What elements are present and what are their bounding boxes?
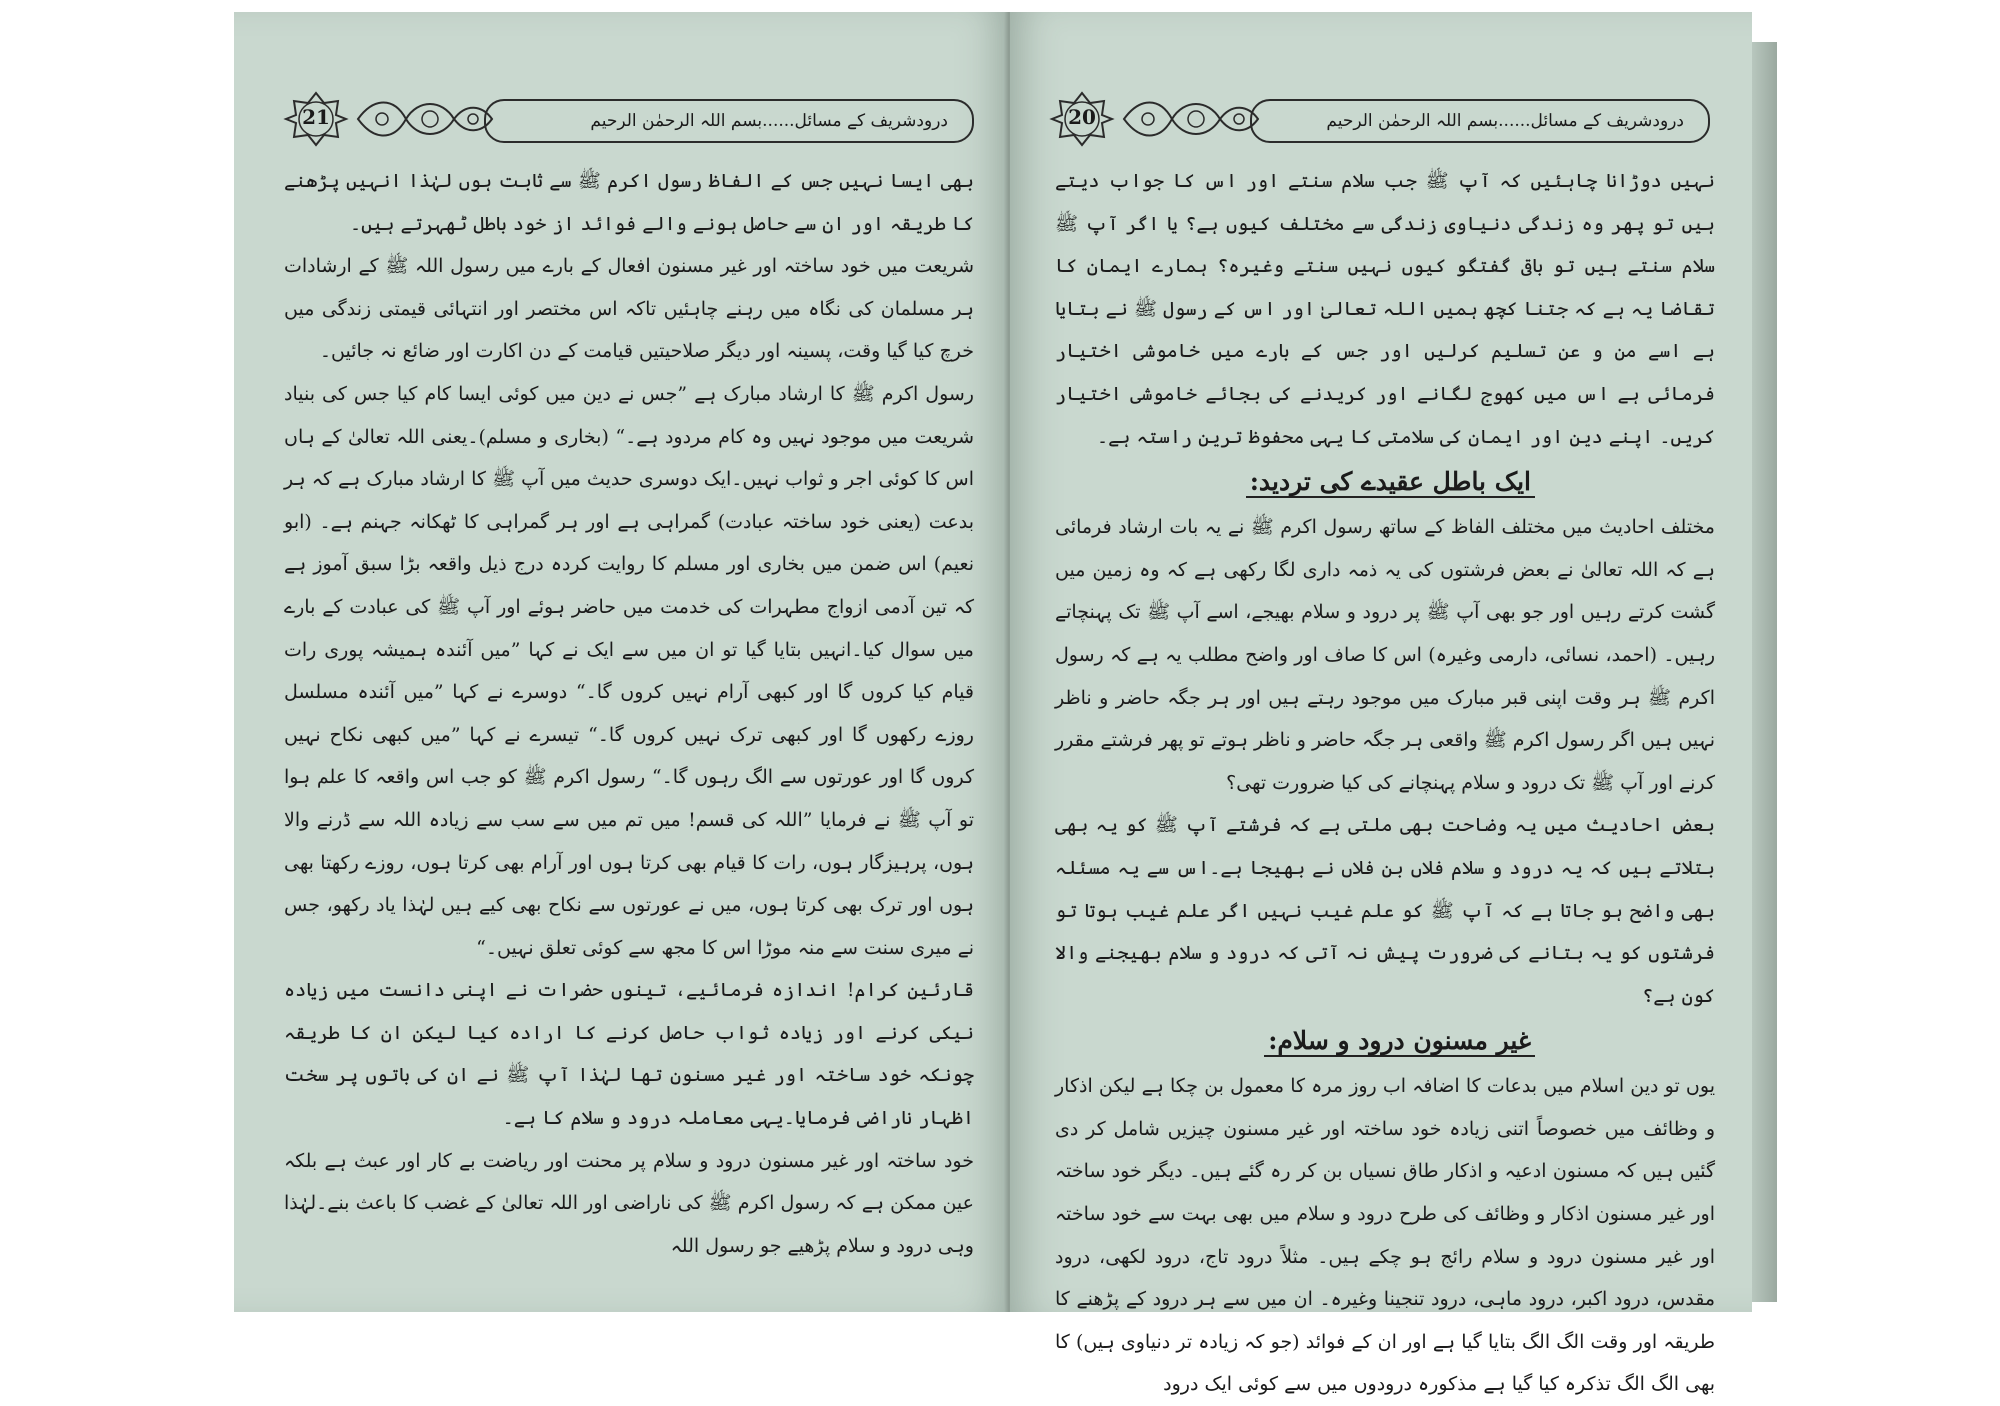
page-edges — [1752, 42, 1777, 1302]
running-header-title: درودشریف کے مسائل......بسم اللہ الرحمٰن الرحیم — [590, 111, 948, 131]
left-page-body — [284, 160, 974, 1267]
right-page-body — [1055, 160, 1715, 1406]
left-page — [234, 12, 1008, 1312]
paragraph: یوں تو دین اسلام میں بدعات کا اضافہ اب روز مرہ کا معمول بن چکا ہے لیکن اذکار و وظائف میں خصوصاً اتنی زیادہ خود ساختہ اور غیر مسنون چیزیں شامل کر دی گئیں ہیں کہ مسنون ادعیہ و اذکار طاق نسیاں بن کر رہ گئے ہیں۔ دیگر خود ساختہ اور غیر مسنون اذکار و وظائف کی طرح درود و سلام میں بھی بہت سے خود ساختہ اور غیر مسنون درود و سلام رائج ہو چکے ہیں۔ مثلاً درود تاج، درود لکھی، درود مقدس، درود اکبر، درود ماہی، درود تنجینا وغیرہ۔ ان میں سے ہر درود کے پڑھنے کا طریقہ اور وقت الگ الگ بتایا گیا ہے اور ان کے فوائد (جو کہ زیادہ تر دنیاوی ہیں) کا بھی الگ الگ تذکرہ کیا گیا ہے مذکورہ درودوں میں سے کوئی ایک درود — [1055, 1075, 1715, 1396]
left-page-header — [284, 87, 974, 151]
header-bar — [484, 99, 974, 143]
header-bar — [1250, 99, 1710, 143]
right-page-header — [1050, 87, 1710, 151]
section-heading — [1055, 458, 1715, 506]
running-header-title: درودشریف کے مسائل......بسم اللہ الرحمٰن الرحیم — [1326, 111, 1684, 131]
section-heading-text: غیر مسنون درود و سلام: — [1264, 1026, 1535, 1057]
paragraph: نہیں دوڑانا چاہئیں کہ آپ ﷺ جب سلام سنتے اور اس کا جواب دیتے ہیں تو پھر وہ زندگی دنیاوی زندگی سے مختلف کیوں ہے؟ یا اگر آپ ﷺ سلام سنتے ہیں تو باقی گفتگو کیوں نہیں سنتے وغیرہ؟ ہمارے ایمان کا تقاضا یہ ہے کہ جتنا کچھ ہمیں اللہ تعالیٰ اور اس کے رسول ﷺ نے بتایا ہے اسے من و عن تسلیم کرلیں اور جس کے بارے میں خاموشی اختیار فرمائی ہے اس میں کھوج لگانے اور کریدنے کی بجائے خاموشی اختیار کریں۔ اپنے دین اور ایمان کی سلامتی کا یہی محفوظ ترین راستہ ہے۔ — [1055, 170, 1715, 448]
section-heading — [1055, 1017, 1715, 1065]
section-heading-text: ایک باطل عقیدے کی تردید: — [1246, 467, 1535, 498]
paragraph: مختلف احادیث میں مختلف الفاظ کے ساتھ رسول اکرم ﷺ نے یہ بات ارشاد فرمائی ہے کہ اللہ تعالیٰ نے بعض فرشتوں کی یہ ذمہ داری لگا رکھی ہے کہ وہ زمین میں گشت کرتے رہیں اور جو بھی آپ ﷺ پر درود و سلام بھیجے، اسے آپ ﷺ تک پہنچاتے رہیں۔ (احمد، نسائی، دارمی وغیرہ) اس کا صاف اور واضح مطلب یہ ہے کہ رسول اکرم ﷺ ہر وقت اپنی قبر مبارک میں موجود رہتے ہیں اور ہر جگہ حاضر و ناظر نہیں ہیں اگر رسول اکرم ﷺ واقعی ہر جگہ حاضر و ناظر ہوتے تو پھر فرشتے مقرر کرنے اور آپ ﷺ تک درود و سلام پہنچانے کی کیا ضرورت تھی؟ — [1055, 516, 1715, 794]
paragraph: خود ساختہ اور غیر مسنون درود و سلام پر محنت اور ریاضت بے کار اور عبث ہے بلکہ عین ممکن ہے کہ رسول اکرم ﷺ کی ناراضی اور اللہ تعالیٰ کے غضب کا باعث بنے۔لہٰذا وہی درود و سلام پڑھیے جو رسول اللہ — [284, 1149, 974, 1257]
paragraph: بعض احادیث میں یہ وضاحت بھی ملتی ہے کہ فرشتے آپ ﷺ کو یہ بھی بتلاتے ہیں کہ یہ درود و سلام فلاں بن فلاں نے بھیجا ہے۔اس سے یہ مسئلہ بھی واضح ہو جاتا ہے کہ آپ ﷺ کو علم غیب نہیں اگر علم غیب ہوتا تو فرشتوں کو یہ بتانے کی ضرورت پیش نہ آتی کہ درود و سلام بھیجنے والا کون ہے؟ — [1055, 814, 1715, 1007]
paragraph: بھی ایسا نہیں جس کے الفاظ رسول اکرم ﷺ سے ثابت ہوں لہٰذا انہیں پڑھنے کا طریقہ اور ان سے حاصل ہونے والے فوائد از خود باطل ٹھہرتے ہیں۔ — [284, 170, 974, 235]
page-number: 20 — [1068, 105, 1096, 129]
paragraph: رسول اکرم ﷺ کا ارشاد مبارک ہے ”جس نے دین میں کوئی ایسا کام کیا جس کی بنیاد شریعت میں موجود نہیں وہ کام مردود ہے۔“ (بخاری و مسلم)۔یعنی اللہ تعالیٰ کے ہاں اس کا کوئی اجر و ثواب نہیں۔ایک دوسری حدیث میں آپ ﷺ کا ارشاد مبارک ہے کہ ہر بدعت (یعنی خود ساختہ عبادت) گمراہی ہے اور ہر گمراہی کا ٹھکانہ جہنم ہے۔ (ابو نعیم) اس ضمن میں بخاری اور مسلم کا روایت کردہ درج ذیل واقعہ بڑا سبق آموز ہے کہ تین آدمی ازواج مطہرات کی خدمت میں حاضر ہوئے اور آپ ﷺ کی عبادت کے بارے میں سوال کیا۔انہیں بتایا گیا تو ان میں سے ایک نے کہا ”میں آئندہ ہمیشہ پوری رات قیام کیا کروں گا اور کبھی آرام نہیں کروں گا۔“ دوسرے نے کہا ”میں آئندہ مسلسل روزے رکھوں گا اور کبھی ترک نہیں کروں گا۔“ تیسرے نے کہا ”میں کبھی نکاح نہیں کروں گا اور عورتوں سے الگ رہوں گا۔“ رسول اکرم ﷺ کو جب اس واقعہ کا علم ہوا تو آپ ﷺ نے فرمایا ”اللہ کی قسم! میں تم میں سے سب سے زیادہ اللہ سے ڈرنے والا ہوں، پرہیزگار ہوں، رات کا قیام بھی کرتا ہوں اور آرام بھی کرتا ہوں، روزے رکھتا بھی ہوں اور ترک بھی کرتا ہوں، میں نے عورتوں سے نکاح بھی کیے ہیں لہٰذا یاد رکھو، جس نے میری سنت سے منہ موڑا اس کا مجھ سے کوئی تعلق نہیں۔“ — [284, 382, 974, 959]
page-number: 21 — [302, 105, 330, 129]
right-page — [1010, 12, 1752, 1396]
floral-ornament-icon — [354, 91, 494, 147]
paragraph: شریعت میں خود ساختہ اور غیر مسنون افعال کے بارے میں رسول اللہ ﷺ کے ارشادات ہر مسلمان کی نگاہ میں رہنے چاہئیں تاکہ اس مختصر اور انتہائی قیمتی زندگی میں خرچ کیا گیا وقت، پسینہ اور دیگر صلاحیتیں قیامت کے دن اکارت اور ضائع نہ جائیں۔ — [284, 255, 974, 363]
open-book — [234, 12, 1777, 1396]
floral-ornament-icon — [1120, 91, 1260, 147]
paragraph: قارئین کرام! اندازہ فرمائیے، تینوں حضرات نے اپنی دانست میں زیادہ نیکی کرنے اور زیادہ ثواب حاصل کرنے کا ارادہ کیا لیکن ان کا طریقہ چونکہ خود ساختہ اور غیر مسنون تھا لہٰذا آپ ﷺ نے ان کی باتوں پر سخت اظہار ناراضی فرمایا۔یہی معاملہ درود و سلام کا ہے۔ — [284, 979, 974, 1130]
